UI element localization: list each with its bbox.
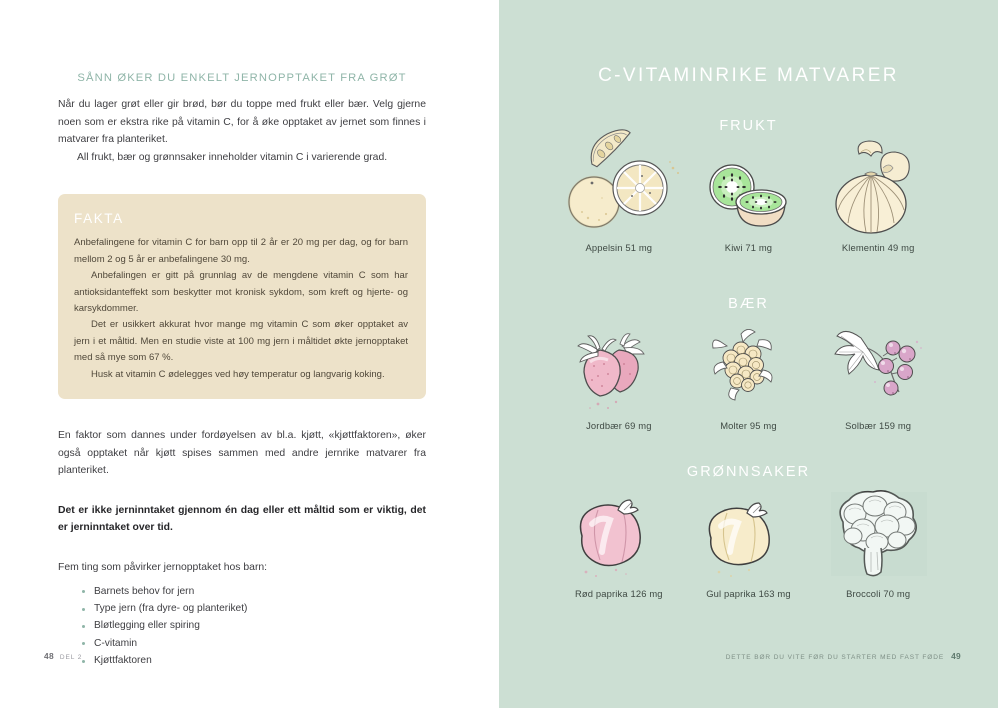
broccoli-icon (819, 484, 937, 580)
right-page-number: 49 (951, 651, 961, 661)
cloudberry-icon (689, 316, 807, 412)
food-label: Klementin 49 mg (841, 242, 915, 253)
right-page-title: C-VITAMINRIKE MATVARER (598, 65, 899, 86)
kiwi-icon (689, 138, 807, 234)
fakta-box (58, 194, 426, 399)
fakta-paragraph-3: Det er usikkert akkurat hvor mange mg vitamin C som øker opptaket av jern i et måltid. Men en studie viste at 100 mg jern i måltidet økte jernopptaket med så mye som 67 %. (74, 319, 408, 364)
list-item: Barnets behov for jern (82, 583, 426, 600)
group-baer-title: BÆR (728, 296, 769, 312)
food-label: Rød paprika 126 mg (575, 588, 663, 599)
food-label: Jordbær 69 mg (586, 420, 652, 431)
food-label: Solbær 159 mg (845, 420, 912, 431)
yellow-pepper-icon (689, 484, 807, 580)
kjottfaktor-paragraph: En faktor som dannes under fordøyelsen av bl.a. kjøtt, «kjøttfaktoren», øker også opptaket når kjøtt spises sammen med andre jernrike matvarer fra planteriket. (58, 430, 426, 477)
food-item-rod-paprika (560, 484, 678, 599)
list-item: Type jern (fra dyre- og planteriket) (82, 600, 426, 617)
left-footer-text: DEL 2 (59, 654, 83, 661)
food-item-broccoli (819, 484, 937, 599)
orange-icon (560, 138, 678, 234)
list-item: Kjøttfaktoren (82, 652, 426, 669)
page-title: SÅNN ØKER DU ENKELT JERNOPPTAKET FRA GRØT (77, 72, 407, 84)
intro-paragraph-2: All frukt, bær og grønnsaker inneholder vitamin C i varierende grad. (77, 151, 388, 163)
food-item-klementin (819, 138, 937, 253)
group-frukt-title: FRUKT (719, 118, 778, 134)
fakta-paragraph-4: Husk at vitamin C ødelegges ved høy temperatur og langvarig koking. (91, 368, 385, 380)
strawberry-icon (560, 316, 678, 412)
food-item-appelsin (560, 138, 678, 253)
list-item: Bløtlegging eller spiring (82, 617, 426, 634)
emphasis-paragraph: Det er ikke jerninntaket gjennom én dag eller ett måltid som er viktig, det er jerninntaket over tid. (58, 504, 426, 534)
blackcurrant-icon (819, 316, 937, 412)
food-label: Appelsin 51 mg (585, 242, 653, 253)
group-frukt-items (499, 138, 998, 253)
food-label: Broccoli 70 mg (846, 588, 911, 599)
left-page-content (58, 72, 426, 670)
right-page-footer (726, 651, 961, 661)
list-intro: Fem ting som påvirker jernopptaket hos barn: (58, 562, 268, 573)
factors-list (58, 583, 426, 670)
intro-paragraph-1: Når du lager grøt eller gir brød, bør du toppe med frukt eller bær. Velg gjerne noen som er ekstra rike på vitamin C, for å øke opptaket av jernet som finnes i matvarer fra planteriket. (58, 99, 426, 146)
fakta-paragraph-2: Anbefalingen er gitt på grunnlag av de mengdene vitamin C som har antioksidanteffekt som beskytter mot kronisk sykdom, som kreft og hjerte- og karsykdommer. (74, 270, 408, 314)
food-item-solbaer (819, 316, 937, 431)
food-item-jordbaer (560, 316, 678, 431)
clementine-icon (819, 138, 937, 234)
right-page (499, 0, 998, 708)
food-label: Kiwi 71 mg (724, 242, 773, 253)
group-baer (499, 296, 998, 431)
group-baer-items (499, 316, 998, 431)
left-page-number: 48 (44, 651, 54, 661)
red-pepper-icon (560, 484, 678, 580)
group-gronnsaker-title: GRØNNSAKER (686, 464, 811, 480)
fakta-title: FAKTA (74, 211, 124, 227)
group-gronnsaker (499, 464, 998, 599)
group-frukt (499, 118, 998, 253)
food-label: Gul paprika 163 mg (706, 588, 791, 599)
fakta-paragraph-1: Anbefalingene for vitamin C for barn opp til 2 år er 20 mg per dag, og for barn mellom 2 og 5 år er anbefalingene 30 mg. (74, 237, 408, 265)
list-item: C-vitamin (82, 635, 426, 652)
food-item-kiwi (689, 138, 807, 253)
food-item-molter (689, 316, 807, 431)
food-item-gul-paprika (689, 484, 807, 599)
right-footer-text: DETTE BØR DU VITE FØR DU STARTER MED FAST FØDE (725, 654, 945, 661)
food-label: Molter 95 mg (720, 420, 777, 431)
left-page-footer (44, 651, 82, 661)
group-gronnsaker-items (499, 484, 998, 599)
